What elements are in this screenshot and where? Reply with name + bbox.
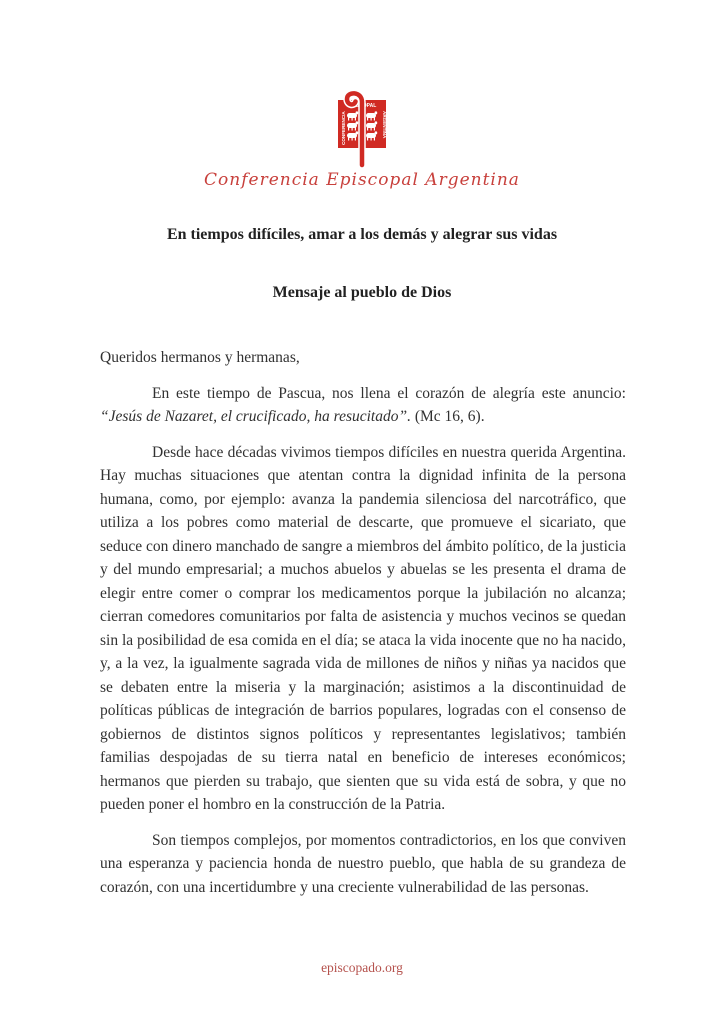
document-body bbox=[100, 346, 626, 911]
paragraph-pascua-quote: “Jesús de Nazaret, el crucificado, ha resucitado”. bbox=[100, 408, 411, 425]
paragraph-tiempos: Son tiempos complejos, por momentos contradictorios, en los que conviven una esperanza y paciencia honda de nuestro pueblo, que habla de su grandeza de corazón, con una incertidumbre y una creciente vulnerabilidad de las personas. bbox=[100, 831, 626, 896]
episcopal-conference-emblem bbox=[324, 84, 400, 168]
paragraph-pascua bbox=[100, 382, 626, 429]
paragraph-decadas: Desde hace décadas vivimos tiempos difíciles en nuestra querida Argentina. Hay muchas situaciones que atentan contra la dignidad infinita de la persona humana, como, por ejemplo: avanza la pandemia silenciosa del narcotráfico, que utiliza a los pobres como material de descarte, que promueve el sicariato, que seduce con dinero manchado de sangre a miembros del ámbito político, de la justicia y del mundo empresarial; a muchos abuelos y abuelas se les presenta el drama de elegir entre comer o comprar los medicamentos porque la jubilación no alcanza; cierran comedores comunitarios por falta de asistencia y muchos vecinos se quedan sin la posibilidad de esa comida en el día; se ataca la vida inocente que no ha nacido, y, a la vez, la igualmente sagrada vida de millones de niños y niñas ya nacidos que se debaten entre la miseria y la marginación; asistimos a la discontinuidad de políticas públicas de integración de barrios populares, logradas con el consenso de gobiernos de distintos signos políticos y representantes legislativos; también familias despojadas de su tierra natal en beneficio de intereses económicos; hermanos que pierden su trabajo, que sienten que su vida está de sobra, y que no pueden poner el hombro en la construcción de la Patria. bbox=[100, 443, 626, 813]
document-title: En tiempos difíciles, amar a los demás y alegrar sus vidas bbox=[166, 226, 558, 243]
paragraph-pascua-intro: En este tiempo de Pascua, nos llena el corazón de alegría este anuncio: bbox=[152, 384, 626, 402]
emblem-left-text: CONFERENCIA bbox=[341, 111, 346, 145]
document-subtitle: Mensaje al pueblo de Dios bbox=[272, 284, 452, 301]
crozier-shield-icon bbox=[324, 84, 400, 168]
brand-script-name: Conferencia Episcopal Argentina bbox=[204, 170, 520, 190]
emblem-top-text: EPISCOPAL bbox=[347, 103, 377, 109]
salutation: Queridos hermanos y hermanas, bbox=[100, 349, 300, 366]
paragraph-pascua-reference: (Mc 16, 6). bbox=[410, 408, 485, 425]
footer-website-link[interactable]: episcopado.org bbox=[321, 960, 403, 975]
emblem-right-text: ARGENTINA bbox=[382, 111, 387, 139]
